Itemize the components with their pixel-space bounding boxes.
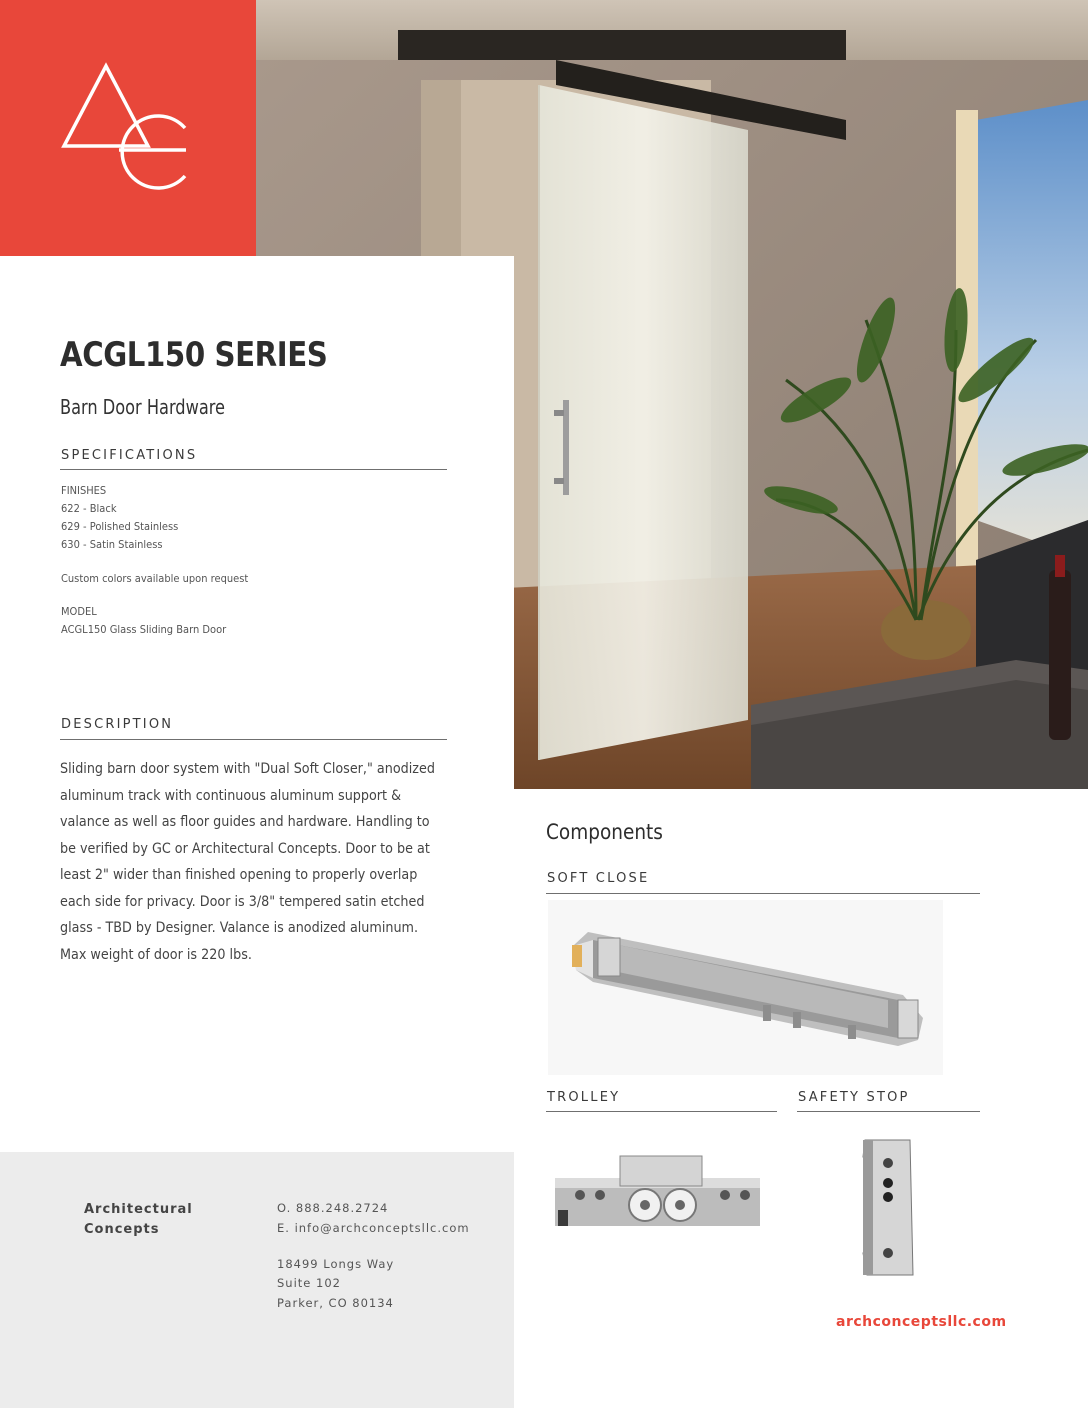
safety-stop-heading: SAFETY STOP <box>798 1090 910 1105</box>
finish-item: 629 - Polished Stainless <box>61 520 179 533</box>
specifications-divider <box>60 469 447 470</box>
page-subtitle: Barn Door Hardware <box>60 395 225 419</box>
finish-item: 622 - Black <box>61 502 117 515</box>
finishes-label: FINISHES <box>61 484 107 497</box>
description-heading: DESCRIPTION <box>61 717 174 732</box>
custom-colors-note: Custom colors available upon request <box>61 572 249 585</box>
safety-stop-icon <box>855 1135 920 1280</box>
soft-close-divider <box>546 893 980 894</box>
description-divider <box>60 739 447 740</box>
website-link[interactable]: archconceptsllc.com <box>836 1314 1007 1330</box>
ac-logo-icon <box>0 0 256 256</box>
company-name-line: Architectural <box>84 1202 193 1217</box>
model-label: MODEL <box>61 605 97 618</box>
trolley-image <box>550 1150 765 1239</box>
address-line: Suite 102 <box>277 1276 341 1290</box>
components-heading: Components <box>546 820 663 844</box>
address-line: 18499 Longs Way <box>277 1257 395 1271</box>
trolley-divider <box>546 1111 777 1112</box>
safety-stop-image <box>855 1135 920 1284</box>
soft-close-mechanism-icon <box>548 900 943 1075</box>
safety-stop-divider <box>797 1111 980 1112</box>
specifications-heading: SPECIFICATIONS <box>61 448 198 463</box>
content-panel <box>0 256 514 1152</box>
soft-close-heading: SOFT CLOSE <box>547 871 650 886</box>
logo <box>0 0 256 256</box>
company-name-line: Concepts <box>84 1222 160 1237</box>
trolley-icon <box>550 1150 765 1235</box>
trolley-heading: TROLLEY <box>547 1090 621 1105</box>
finish-item: 630 - Satin Stainless <box>61 538 163 551</box>
soft-close-image <box>548 900 943 1079</box>
company-name <box>84 1200 193 1240</box>
page-title: ACGL150 SERIES <box>60 335 328 375</box>
description-body: Sliding barn door system with "Dual Soft Closer," anodized aluminum track with continuous aluminum support & valance as well as floor guides and hardware. Handling to be verified by GC or Architectural Concepts. Door to be at least 2" wider than finished opening to properly overlap each side for privacy. Door is 3/8" tempered satin etched glass - TBD by Designer. Valance is anodized aluminum. Max weight of door is 220 lbs. <box>60 761 435 963</box>
footer <box>0 1152 514 1408</box>
phone-number: O. 888.248.2724 <box>277 1201 389 1215</box>
address-line: Parker, CO 80134 <box>277 1296 394 1310</box>
email-address: E. info@archconceptsllc.com <box>277 1221 470 1235</box>
model-value: ACGL150 Glass Sliding Barn Door <box>61 623 227 636</box>
